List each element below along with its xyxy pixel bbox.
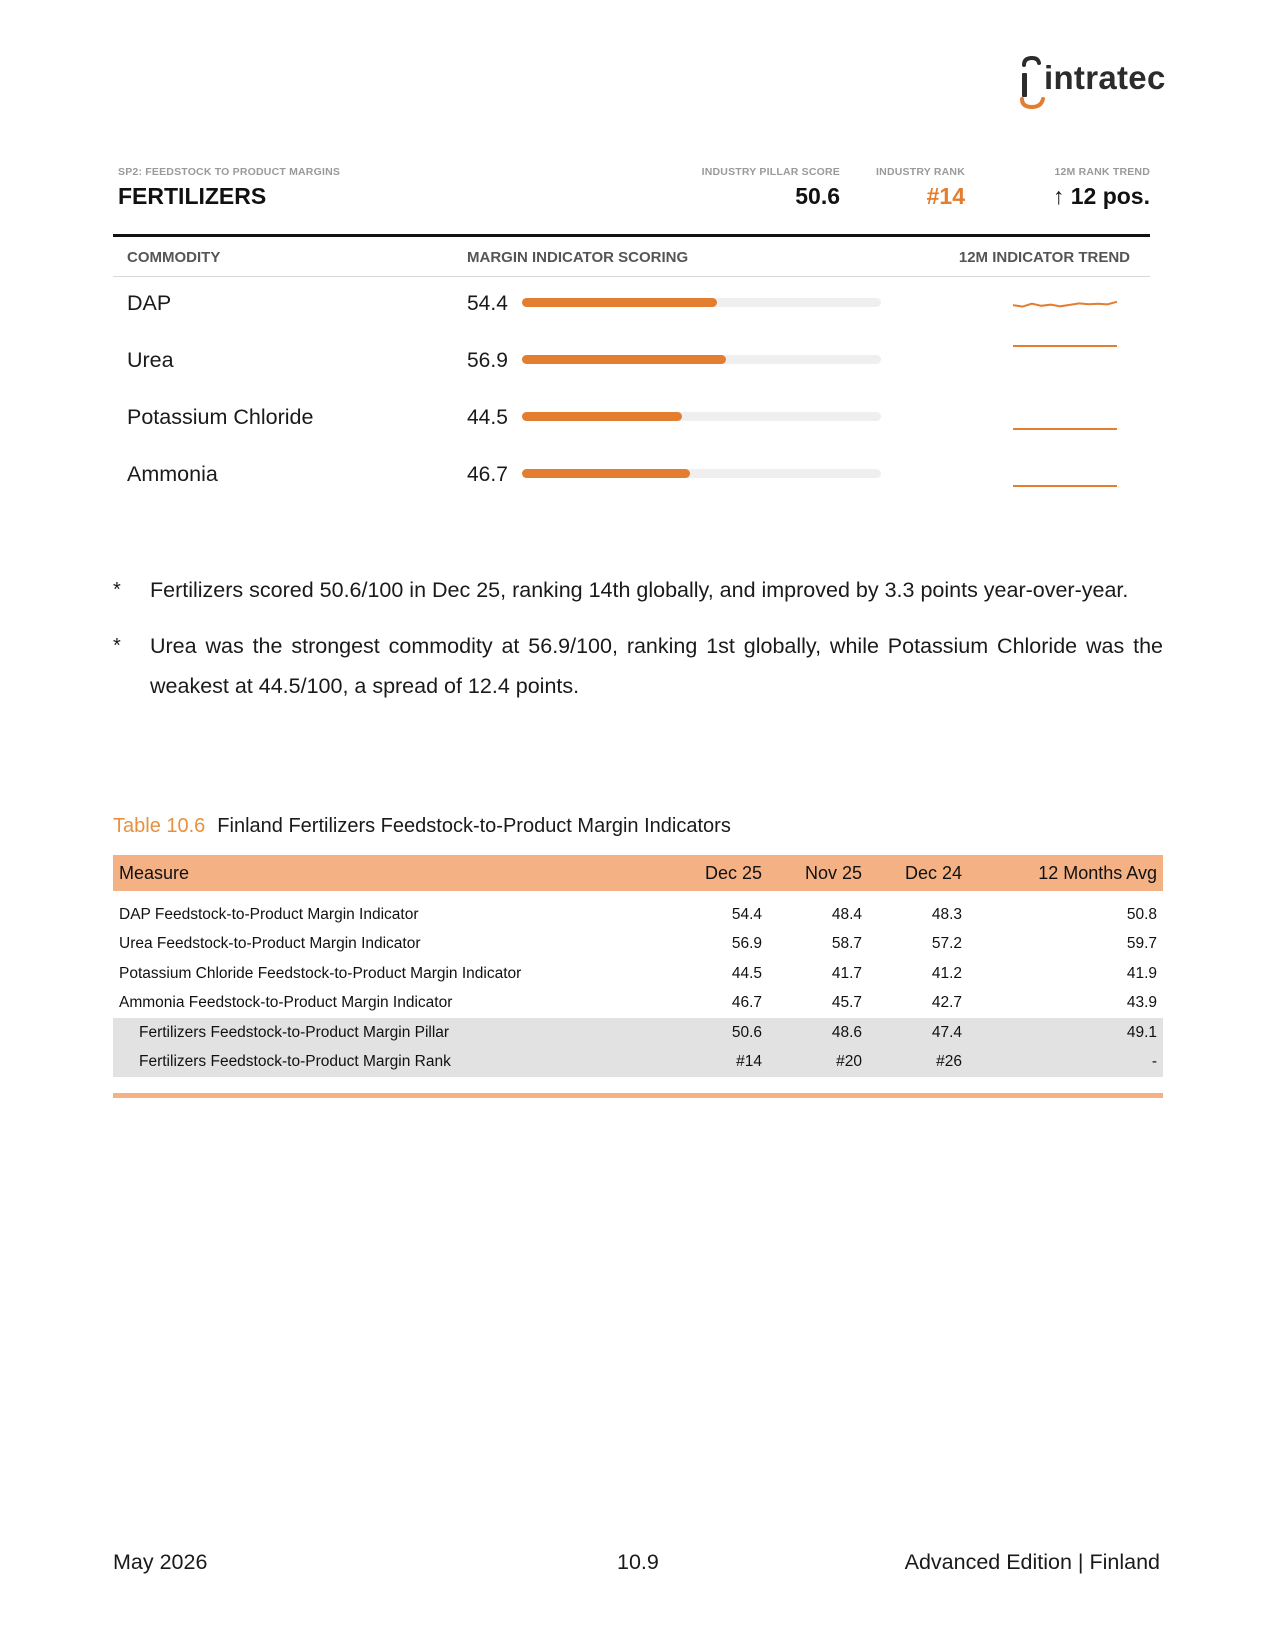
- table-summary-row: [113, 1048, 1163, 1078]
- rank-trend-value: ↑ 12 pos.: [1052, 183, 1150, 209]
- table-summary-row: [113, 1018, 1163, 1048]
- table-caption: [113, 815, 731, 838]
- cell-nov25: 41.7: [831, 964, 862, 982]
- cell-measure: Fertilizers Feedstock-to-Product Margin Rank: [113, 1048, 673, 1078]
- header-nov25: Nov 25: [768, 855, 868, 891]
- logo-text: intratec: [1044, 59, 1166, 96]
- table-row: [113, 930, 1163, 960]
- commodity-name: Ammonia: [127, 462, 218, 486]
- cell-dec24: 48.3: [931, 905, 962, 923]
- score-bar-track: [522, 412, 881, 421]
- score-bar-fill: [522, 412, 682, 421]
- industry-rank-value: #14: [926, 183, 965, 209]
- cell-12m-avg: 59.7: [1126, 935, 1157, 953]
- commodity-name: Urea: [127, 348, 174, 372]
- cell-nov25: 45.7: [831, 994, 862, 1012]
- industry-pillar-score: [702, 166, 840, 210]
- commodity-name: DAP: [127, 291, 172, 315]
- cell-dec24: 41.2: [931, 964, 962, 982]
- cell-dec24: #26: [868, 1048, 968, 1078]
- cell-dec24: 42.7: [931, 994, 962, 1012]
- trend-sparkline: [1009, 458, 1121, 488]
- table-spacer: [113, 891, 1163, 900]
- cell-12m-avg: 50.8: [1126, 905, 1157, 923]
- cell-measure: DAP Feedstock-to-Product Margin Indicator: [119, 905, 419, 923]
- pillar-eyebrow: SP2: FEEDSTOCK TO PRODUCT MARGINS: [118, 166, 341, 178]
- cell-dec24: 57.2: [931, 935, 962, 953]
- table-header-row: [113, 855, 1163, 891]
- industry-rank-label: INDUSTRY RANK: [876, 166, 965, 178]
- commentary-bullet: [113, 570, 1163, 610]
- sparkline-line: [1013, 302, 1117, 307]
- cell-12m-avg: 43.9: [1126, 994, 1157, 1012]
- bullet-text: Urea was the strongest commodity at 56.9/100, ranking 1st globally, while Potassium Chloride was the weakest at 44.5/100, a spread of 12.4 points.: [150, 634, 1163, 698]
- cell-dec24: 47.4: [868, 1018, 968, 1048]
- score-value: 46.7: [467, 463, 508, 486]
- rank-trend-label: 12M RANK TREND: [1054, 166, 1150, 178]
- score-bar-track: [522, 298, 881, 307]
- cell-12m-avg: -: [968, 1048, 1163, 1078]
- trend-sparkline: [1009, 401, 1121, 431]
- commentary: [113, 570, 1163, 722]
- trend-sparkline: [1009, 287, 1121, 317]
- score-bar-track: [522, 355, 881, 364]
- cell-dec25: #14: [673, 1048, 768, 1078]
- footer-page-number: 10.9: [617, 1550, 659, 1574]
- cell-measure: Urea Feedstock-to-Product Margin Indicator: [119, 935, 421, 953]
- header-dec25: Dec 25: [673, 855, 768, 891]
- pillar-title: FERTILIZERS: [118, 183, 267, 209]
- score-row: [113, 452, 1150, 502]
- score-bar-fill: [522, 298, 717, 307]
- intratec-logo: [1018, 55, 1168, 113]
- cell-measure: Ammonia Feedstock-to-Product Margin Indicator: [119, 994, 453, 1012]
- score-value: 44.5: [467, 406, 508, 429]
- bullet-marker: *: [113, 579, 121, 601]
- score-row: [113, 281, 1150, 331]
- score-row: [113, 395, 1150, 445]
- score-bar-fill: [522, 469, 690, 478]
- cell-nov25: #20: [768, 1048, 868, 1078]
- scoring-header: [113, 237, 1150, 277]
- col-trend: 12M INDICATOR TREND: [958, 249, 1130, 266]
- cell-dec25: 50.6: [673, 1018, 768, 1048]
- score-value: 54.4: [467, 292, 508, 315]
- cell-dec25: 44.5: [731, 964, 762, 982]
- pillar-score-value: 50.6: [795, 183, 840, 209]
- footer-date: May 2026: [113, 1550, 208, 1574]
- cell-nov25: 48.6: [768, 1018, 868, 1048]
- col-scoring: MARGIN INDICATOR SCORING: [467, 249, 689, 266]
- header-12m-avg: 12 Months Avg: [968, 855, 1163, 891]
- footer-edition: Advanced Edition | Finland: [904, 1550, 1160, 1574]
- margin-indicators-table: [113, 855, 1163, 1077]
- header-measure: Measure: [113, 855, 673, 891]
- header-dec24: Dec 24: [868, 855, 968, 891]
- cell-dec25: 46.7: [731, 994, 762, 1012]
- cell-12m-avg: 49.1: [968, 1018, 1163, 1048]
- score-row: [113, 338, 1150, 388]
- table-row: [113, 959, 1163, 989]
- cell-measure: Potassium Chloride Feedstock-to-Product Margin Indicator: [119, 964, 522, 982]
- trend-sparkline: [1009, 344, 1121, 374]
- cell-dec25: 54.4: [731, 905, 762, 923]
- score-bar-fill: [522, 355, 726, 364]
- bullet-text: Fertilizers scored 50.6/100 in Dec 25, ranking 14th globally, and improved by 3.3 points year-over-year.: [150, 578, 1129, 602]
- cell-nov25: 48.4: [831, 905, 862, 923]
- cell-12m-avg: 41.9: [1126, 964, 1157, 982]
- col-commodity: COMMODITY: [127, 249, 221, 266]
- bullet-marker: *: [113, 635, 121, 657]
- industry-rank: [876, 166, 965, 210]
- cell-measure: Fertilizers Feedstock-to-Product Margin Pillar: [113, 1018, 673, 1048]
- cell-dec25: 56.9: [731, 935, 762, 953]
- cell-nov25: 58.7: [831, 935, 862, 953]
- pillar-header: [118, 166, 1150, 236]
- pillar-score-label: INDUSTRY PILLAR SCORE: [701, 166, 840, 178]
- table-number: Table 10.6: [113, 815, 206, 837]
- score-value: 56.9: [467, 349, 508, 372]
- table-bottom-rule: [113, 1093, 1163, 1098]
- rank-trend: [1053, 166, 1150, 210]
- table-title: Finland Fertilizers Feedstock-to-Product Margin Indicators: [217, 815, 731, 837]
- commentary-bullet: [113, 626, 1163, 706]
- score-bar-track: [522, 469, 881, 478]
- table-row: [113, 989, 1163, 1019]
- table-row: [113, 900, 1163, 930]
- commodity-name: Potassium Chloride: [127, 405, 314, 429]
